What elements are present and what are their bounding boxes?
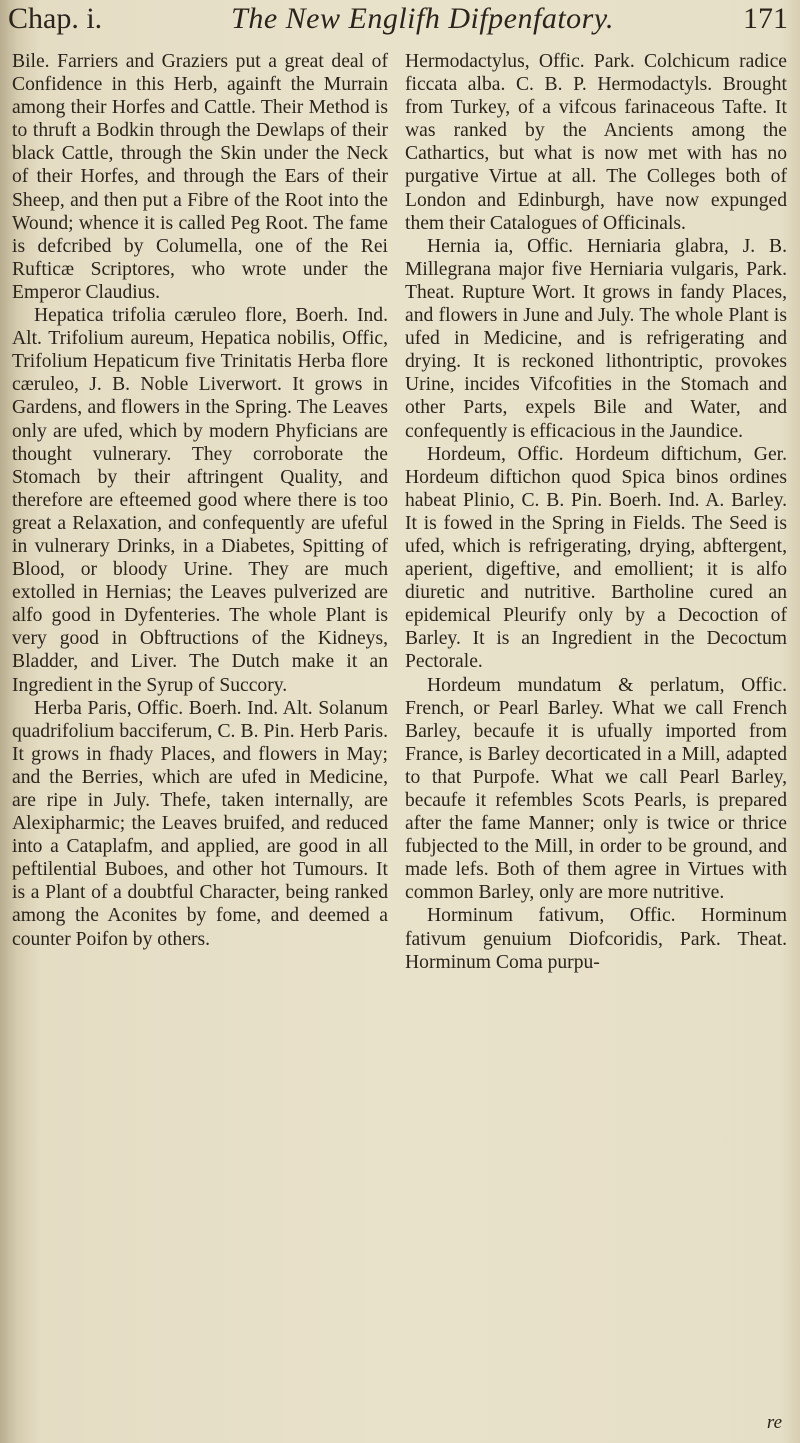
paragraph-herba-paris: Herba Paris, Offic. Boerh. Ind. Alt. Solanum quadrifolium bacciferum, C. B. Pin. Herb Paris. It grows in fhady Places, and flowers in May; and the Berries, which are ufed in Medicine, are ripe in July. Thefe, taken internally, are Alexipharmic; the Leaves bruifed, and reduced into a Cataplafm, and applied, are good in all peftilential Buboes, and other hot Tumours. It is a Plant of a doubtful Character, being ranked among the Aconites by fome, and deemed a counter Poifon by others. [12,697,388,950]
left-column [12,50,388,951]
paragraph-hordeum: Hordeum, Offic. Hordeum diftichum, Ger. Hordeum diftichon quod Spica binos ordines habeat Plinio, C. B. Pin. Boerh. Ind. A. Barley. It is fowed in the Spring in Fields. The Seed is ufed, which is refrigerating, drying, abftergent, aperient, digeftive, and emollient; it is alfo diuretic and nutritive. Bartholine cured an epidemical Pleurify only by a Decoction of Barley. It is an Ingredient in the Decoctum Pectorale. [405,443,787,673]
paragraph-hermodactylus: Hermodactylus, Offic. Park. Colchicum radice ficcata alba. C. B. P. Hermodactyls. Brought from Turkey, of a vifcous farinaceous Tafte. It was ranked by the Ancients among the Cathartics, but what is now met with has no purgative Virtue at all. The Colleges both of London and Edinburgh, have now expunged them their Catalogues of Officinals. [405,51,787,234]
page-number: 171 [743,2,788,35]
right-column [405,50,787,974]
running-title: The New Englifh Difpenfatory. [231,2,614,35]
chapter-label: Chap. i. [8,2,103,35]
page-header [8,2,788,46]
paragraph-herniaria: Hernia ia, Offic. Herniaria glabra, J. B. Millegrana major five Herniaria vulgaris, Park. Theat. Rupture Wort. It grows in fandy Places, and flowers in June and July. The whole Plant is ufed in Medicine, and is refrigerating and drying. It is reckoned lithontriptic, provokes Urine, incides Vifcofities in the Stomach and other Parts, expels Bile and Water, and confequently is efficacious in the Jaundice. [405,235,787,442]
catchword: re [766,1412,782,1433]
paragraph-hordeum-mundatum: Hordeum mundatum & perlatum, Offic. French, or Pearl Barley. What we call French Barley, becaufe it is ufually imported from France, is Barley decorticated in a Mill, adapted to that Purpofe. What we call Pearl Barley, becaufe it refembles Scots Pearls, is prepared after the fame Manner; only is twice or thrice fubjected to the Mill, in order to be ground, and made lefs. Both of them agree in Virtues with common Barley, only are more nutritive. [405,674,787,904]
paragraph-horminum: Horminum fativum, Offic. Horminum fativum genuium Diofcoridis, Park. Theat. Horminum Coma purpu- [405,905,787,973]
paragraph-bile: Bile. Farriers and Graziers put a great deal of Confidence in this Herb, againft the Murrain among their Horfes and Cattle. Their Method is to thruft a Bodkin through the Dewlaps of their black Cattle, through the Skin under the Neck of their Horfes, and through the Ears of their Sheep, and then put a Fibre of the Root into the Wound; whence it is called Peg Root. The fame is defcribed by Columella, one of the Rei Rufticæ Scriptores, who wrote under the Emperor Claudius. [12,51,388,303]
paragraph-hepatica: Hepatica trifolia cæruleo flore, Boerh. Ind. Alt. Trifolium aureum, Hepatica nobilis, Offic, Trifolium Hepaticum five Trinitatis Herba flore cæruleo, J. B. Noble Liverwort. It grows in Gardens, and flowers in the Spring. The Leaves only are ufed, which by modern Phyficians are thought vulnerary. They corroborate the Stomach by their aftringent Quality, and therefore are efteemed good where there is too great a Relaxation, and confequently are ufeful in vulnerary Drinks, in a Diabetes, Spitting of Blood, or bloody Urine. They are much extolled in Hernias; the Leaves pulverized are alfo good in Dyfenteries. The whole Plant is very good in Obftructions of the Kidneys, Bladder, and Liver. The Dutch make it an Ingredient in the Syrup of Succory. [12,305,388,696]
